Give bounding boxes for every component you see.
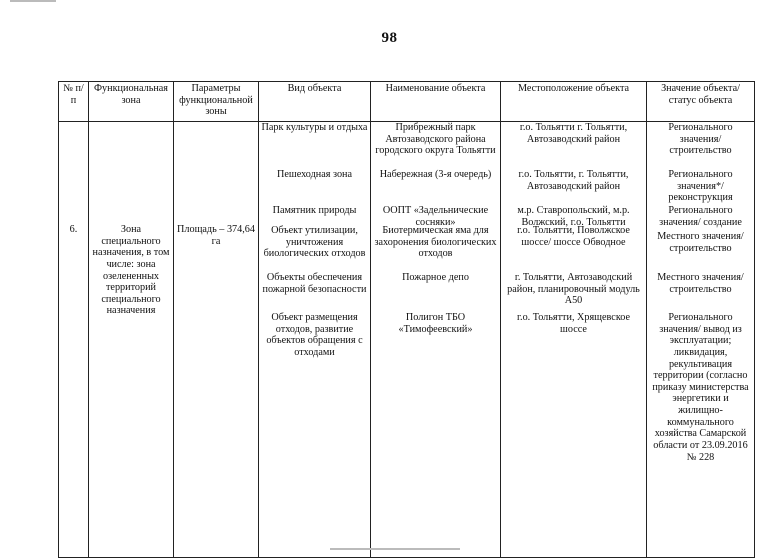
scan-artifact-top: [10, 0, 56, 2]
object-name-column: [371, 122, 501, 558]
location-column: [501, 122, 647, 558]
object-type-column: [259, 122, 371, 558]
location-5: г. Тольятти, Автозаводский район, планировочный модуль А50: [507, 272, 640, 307]
header-location: Местоположение объекта: [501, 82, 647, 122]
objects-table: [58, 81, 755, 558]
page-number: 98: [381, 30, 398, 46]
location-1: г.о. Тольятти г. Тольятти, Автозаводский район: [519, 122, 628, 145]
location-4: г.о. Тольятти, Поволжское шоссе/ шоссе Обводное: [517, 225, 630, 248]
status-3: Регионального значения/ создание: [659, 205, 742, 228]
object-type-1: Парк культуры и отдыха: [261, 122, 368, 133]
status-6: Регионального значения/ вывод из эксплуатации; ликвидация, рекультивация территории (согласно приказу министерства энергетики и жилищно-коммунального хозяйства Самарской области от 23.09.2016 № 228: [652, 312, 749, 463]
header-parameters: Параметры функциональной зоны: [174, 82, 259, 122]
header-status: Значение объекта/статус объекта: [647, 82, 755, 122]
object-name-5: Пожарное депо: [402, 272, 469, 283]
object-type-6: Объект размещения отходов, развитие объектов обращения с отходами: [266, 312, 363, 358]
zone-parameters: Площадь – 374,64 га: [174, 122, 259, 558]
header-number: № п/п: [59, 82, 89, 122]
object-name-1: Прибрежный парк Автозаводского района городского округа Тольятти: [375, 122, 496, 157]
table-header-row: [59, 82, 755, 122]
object-type-5: Объекты обеспечения пожарной безопасности: [262, 272, 367, 295]
row-number: 6.: [59, 122, 89, 558]
object-name-6: Полигон ТБО «Тимофеевский»: [398, 312, 473, 335]
zone-name: Зона специального назначения, в том числе: зона озелененных территорий специального назначения: [89, 122, 174, 558]
status-1: Регионального значения/ строительство: [668, 122, 733, 157]
header-object-type: Вид объекта: [259, 82, 371, 122]
status-2: Регионального значения*/ реконструкция: [668, 169, 733, 204]
header-zone: Функциональная зона: [89, 82, 174, 122]
status-4: Местного значения/ строительство: [657, 231, 744, 254]
location-6: г.о. Тольятти, Хрящевское шоссе: [517, 312, 630, 335]
object-name-3: ООПТ «Задельнические сосняки»: [382, 205, 489, 228]
object-name-4: Биотермическая яма для захоронения биологических отходов: [374, 225, 497, 260]
object-name-2: Набережная (3-я очередь): [379, 169, 492, 180]
object-type-4: Объект утилизации, уничтожения биологических отходов: [263, 225, 366, 260]
status-column: [647, 122, 755, 558]
location-3: м.р. Ставропольский, м.р. Волжский, г.о. Тольятти: [517, 205, 630, 228]
object-type-3: Памятник природы: [272, 205, 357, 216]
scan-artifact-bottom: [330, 548, 460, 550]
location-2: г.о. Тольятти, г. Тольятти, Автозаводский район: [518, 169, 629, 192]
table-row: [59, 122, 755, 558]
object-type-2: Пешеходная зона: [276, 169, 353, 180]
status-5: Местного значения/ строительство: [657, 272, 744, 295]
header-object-name: Наименование объекта: [371, 82, 501, 122]
